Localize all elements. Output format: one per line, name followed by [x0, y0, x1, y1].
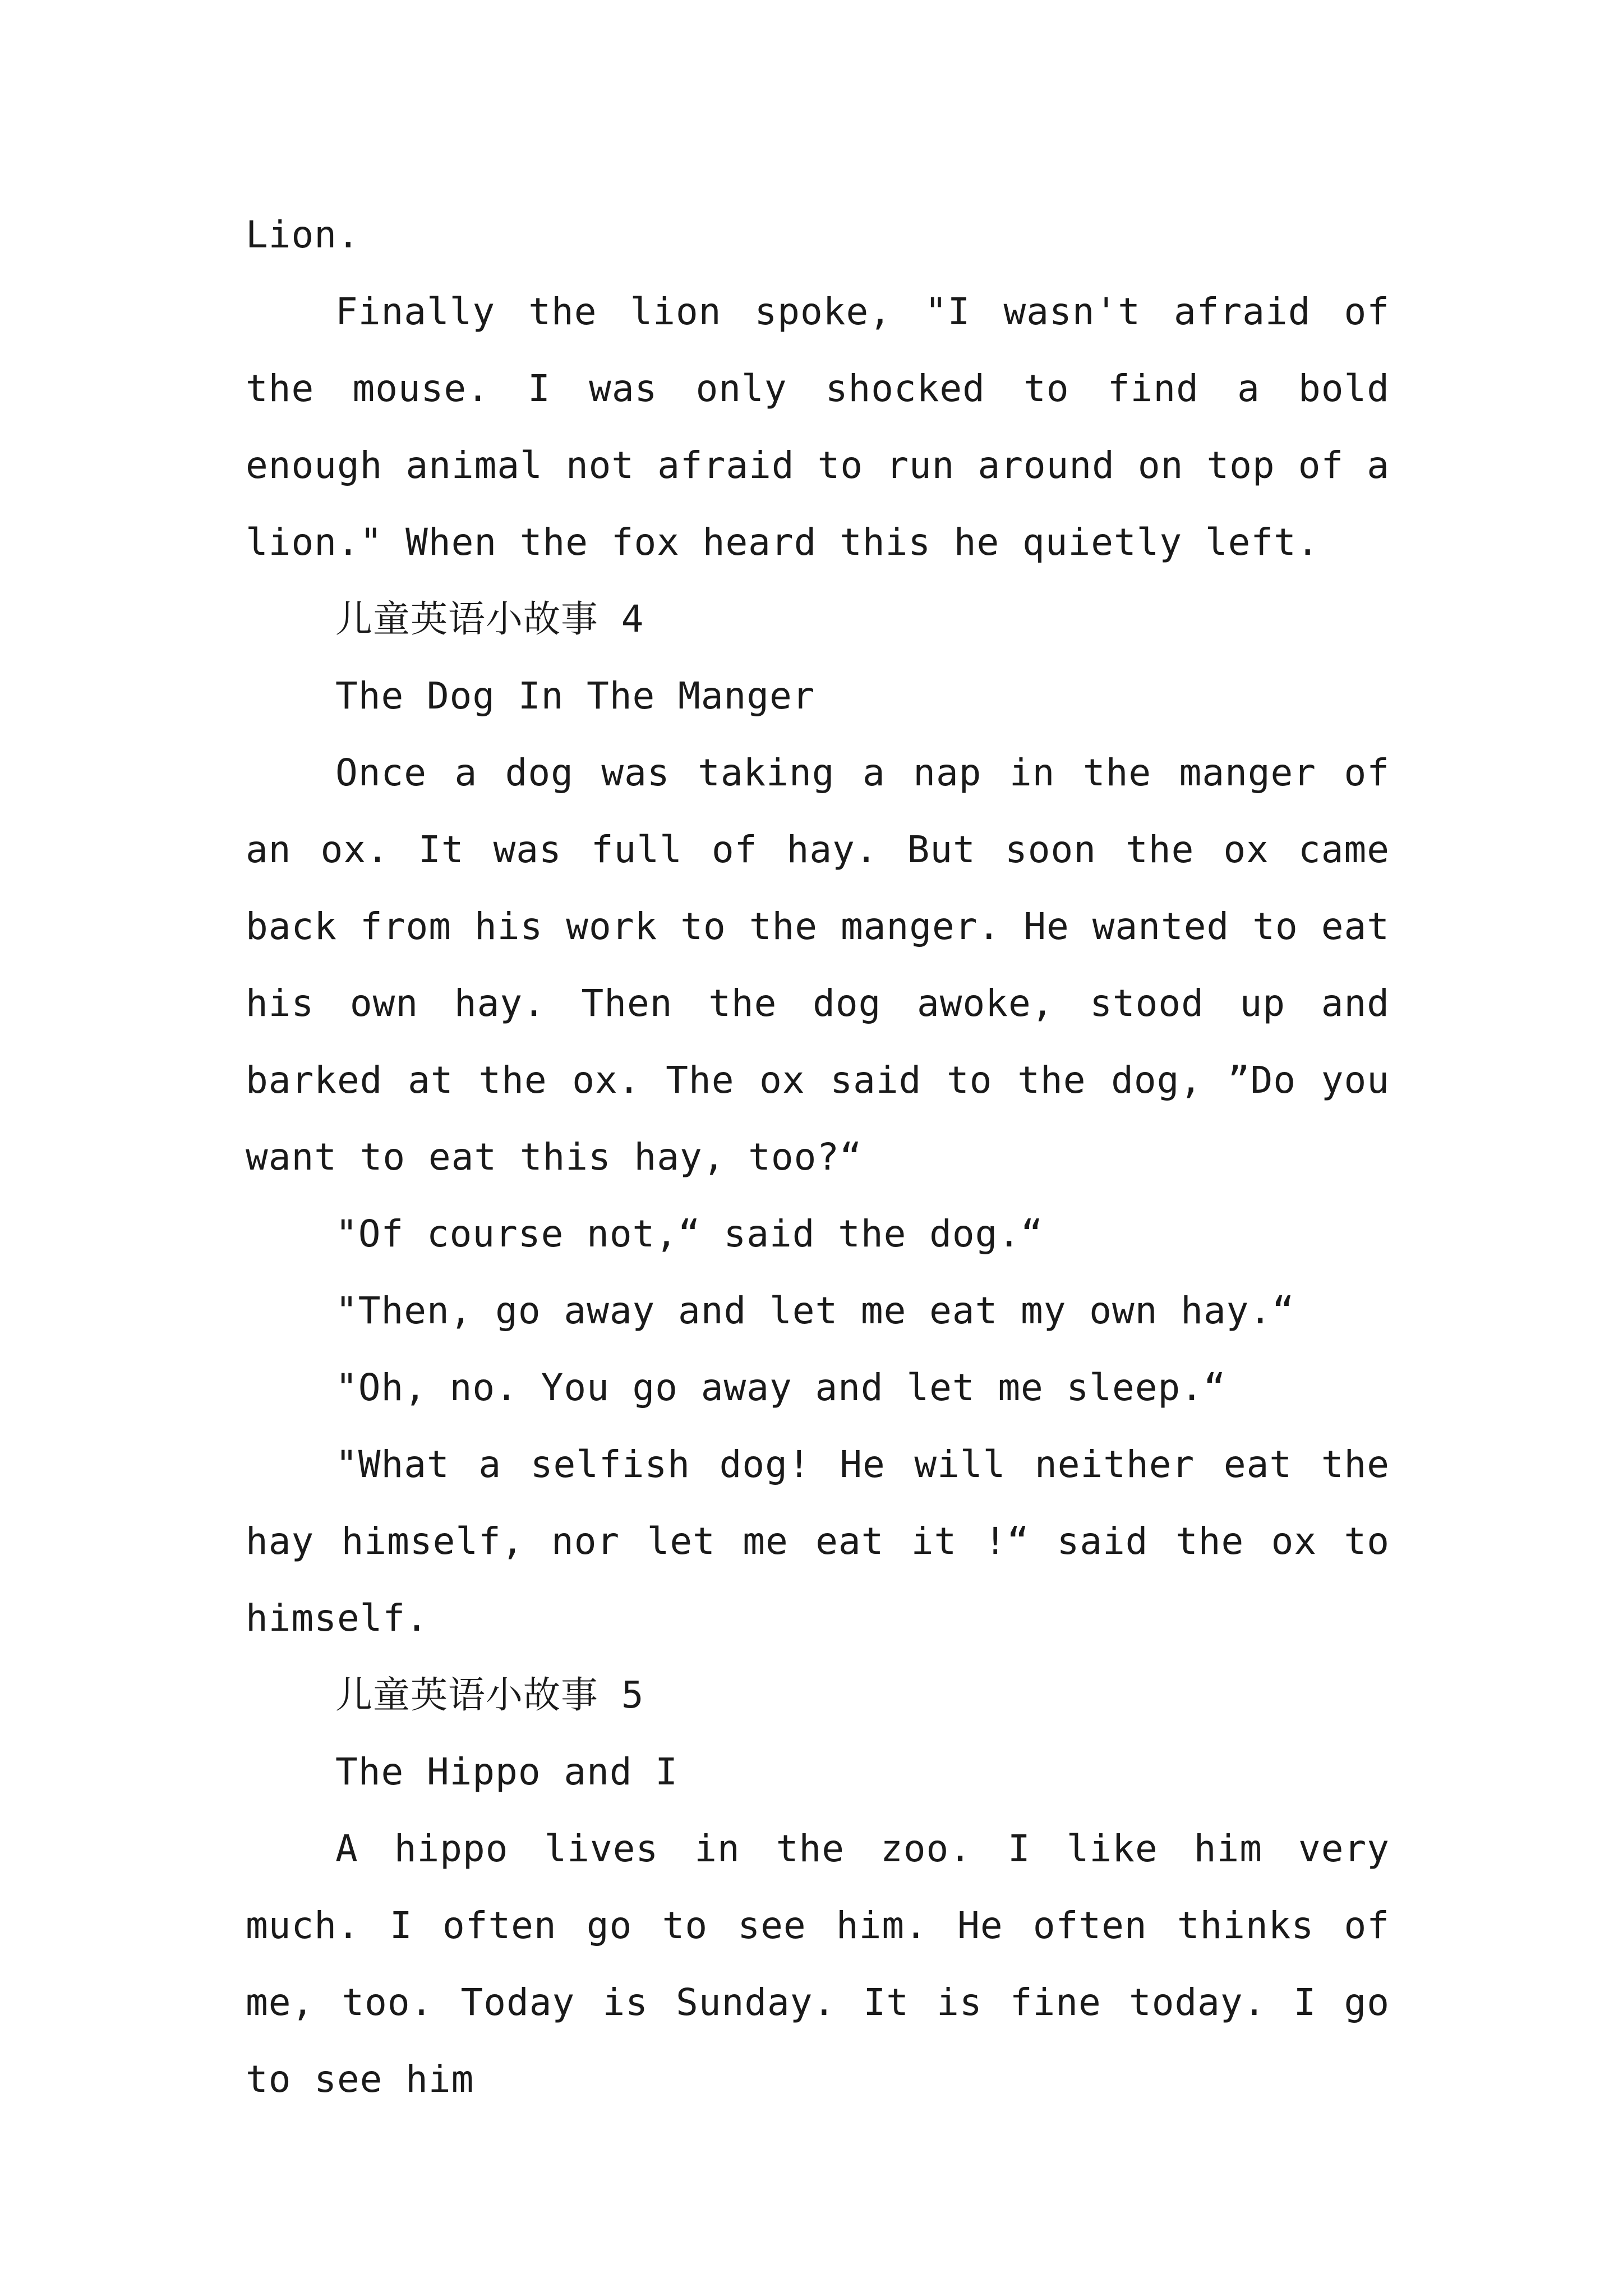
story-heading: 儿童英语小故事 4 — [335, 597, 644, 641]
paragraph: "Then, go away and let me eat my own hay.“ — [335, 1289, 1295, 1332]
story-title: The Hippo and I — [335, 1750, 679, 1793]
story-heading: 儿童英语小故事 5 — [335, 1673, 644, 1717]
paragraph: "Of course not,“ said the dog.“ — [335, 1212, 1044, 1255]
document-body — [246, 196, 1390, 2118]
paragraph: "Oh, no. You go away and let me sleep.“ — [335, 1366, 1227, 1409]
paragraph: A hippo lives in the zoo. I like him very much. I often go to see him. He often thinks of me, too. Today is Sunday. It is fine today. I go to see him — [246, 1827, 1390, 2101]
paragraph: Once a dog was taking a nap in the manger of an ox. It was full of hay. But soon the ox came back from his work to the manger. He wanted to eat his own hay. Then the dog awoke, stood up and barked at the ox. The ox said to the dog, ”Do you want to eat this hay, too?“ — [246, 751, 1390, 1179]
story-title: The Dog In The Manger — [335, 674, 815, 717]
paragraph: Lion. — [246, 213, 360, 256]
paragraph: "What a selfish dog! He will neither eat the hay himself, nor let me eat it !“ said the ox to himself. — [246, 1443, 1390, 1640]
paragraph: Finally the lion spoke, "I wasn't afraid of the mouse. I was only shocked to find a bold enough animal not afraid to run around on top of a lion." When the fox heard this he quietly left. — [246, 290, 1390, 564]
